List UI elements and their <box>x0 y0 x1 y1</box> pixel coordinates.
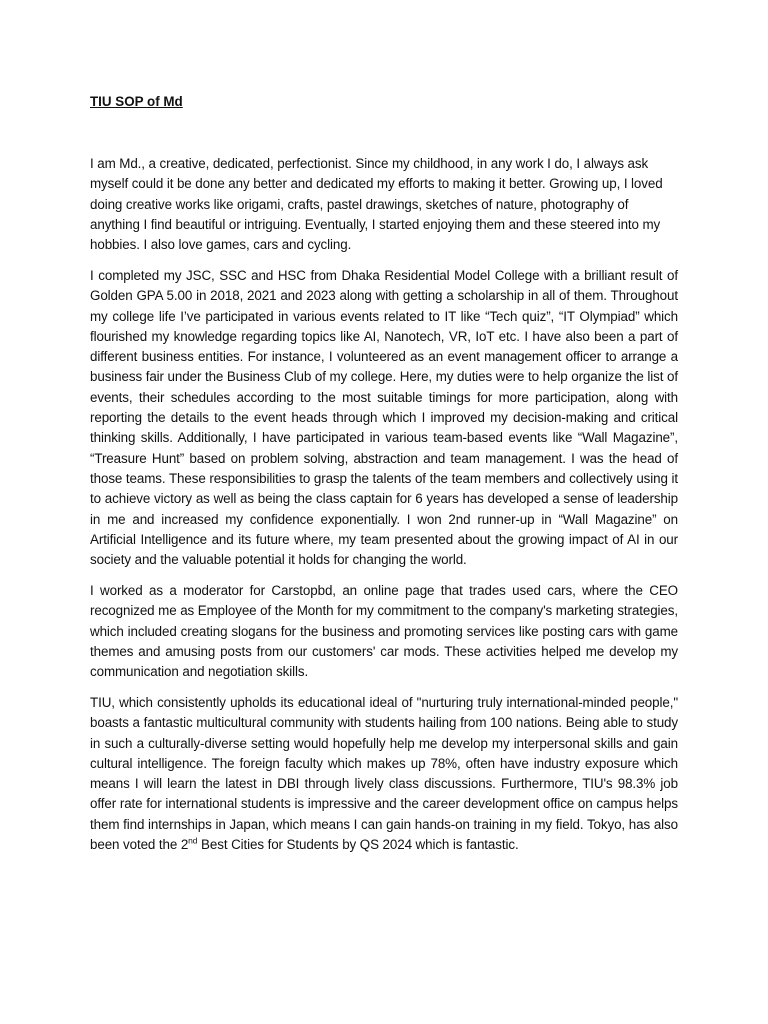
ordinal-superscript: nd <box>188 835 198 846</box>
paragraph-tiu-text: TIU, which consistently upholds its educational ideal of "nurturing truly international-minded people," boasts a fantastic multicultural community with students hailing from 100 nations. Being able to study in such a culturally-diverse setting would hopefully help me develop my interpersonal skills and gain cultural intelligence. The foreign faculty which makes up 78%, often have industry exposure which means I will learn the latest in DBI through lively class discussions. Furthermore, TIU's 98.3% job offer rate for international students is impressive and the career development office on campus helps them find internships in Japan, which means I can gain hands-on training in my field. Tokyo, has also been voted the 2 <box>90 694 678 852</box>
paragraph-education: I completed my JSC, SSC and HSC from Dhaka Residential Model College with a brilliant result of Golden GPA 5.00 in 2018, 2021 and 2023 along with getting a scholarship in all of them. Throughout my college life I’ve participated in various events related to IT like “Tech quiz”, “IT Olympiad” which flourished my knowledge regarding topics like AI, Nanotech, VR, IoT etc. I have also been a part of different business entities. For instance, I volunteered as an event management officer to arrange a business fair under the Business Club of my college. Here, my duties were to help organize the list of events, their schedules according to the most suitable timings for more participation, along with reporting the details to the event heads through which I improved my decision-making and critical thinking skills. Additionally, I have participated in various team-based events like “Wall Magazine”, “Treasure Hunt” based on problem solving, abstraction and team management. I was the head of those teams. These responsibilities to grasp the talents of the team members and collectively using it to achieve victory as well as being the class captain for 6 years has developed a sense of leadership in me and increased my confidence exponentially. I won 2nd runner-up in “Wall Magazine” on Artificial Intelligence and its future where, my team presented about the growing impact of AI in our society and the valuable potential it holds for changing the world. <box>90 267 678 568</box>
document-page <box>90 92 678 866</box>
document-title: TIU SOP of Md <box>90 94 183 109</box>
paragraph-tiu <box>90 693 678 855</box>
paragraph-intro: I am Md., a creative, dedicated, perfectionist. Since my childhood, in any work I do, I always ask myself could it be done any better and dedicated my efforts to making it better. Growing up, I loved doing creative works like origami, crafts, pastel drawings, sketches of nature, photography of anything I find beautiful or intriguing. Eventually, I started enjoying them and these steered into my hobbies. I also love games, cars and cycling. <box>90 156 663 253</box>
paragraph-work-experience: I worked as a moderator for Carstopbd, an online page that trades used cars, where the CEO recognized me as Employee of the Month for my commitment to the company's marketing strategies, which included creating slogans for the business and promoting services like posting cars with game themes and amusing posts from our customers' car mods. These activities helped me develop my communication and negotiation skills. <box>90 582 678 680</box>
paragraph-tiu-tail: Best Cities for Students by QS 2024 which is fantastic. <box>197 837 519 852</box>
